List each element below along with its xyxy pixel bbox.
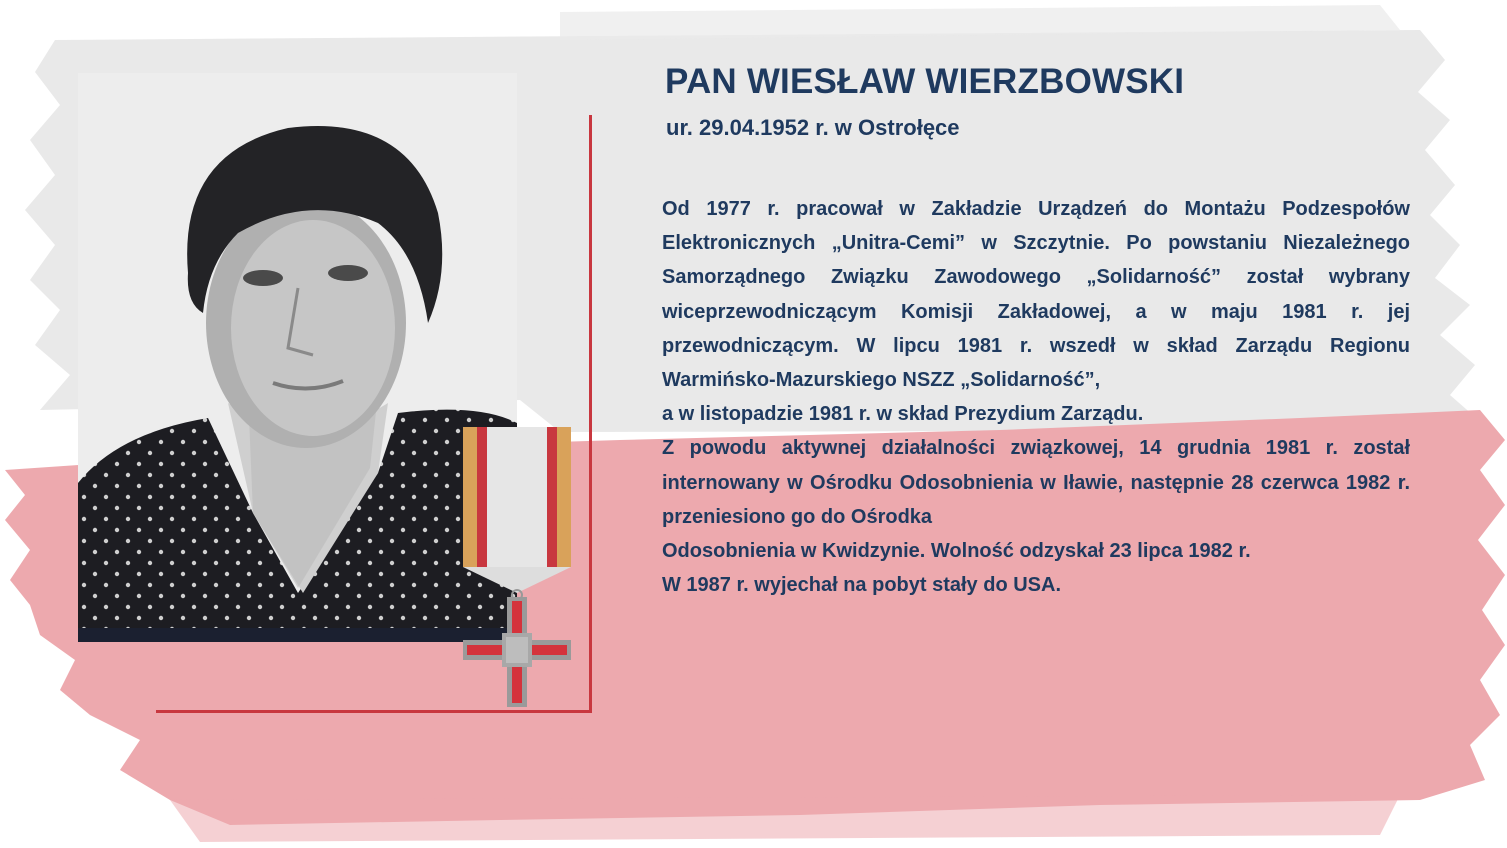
medal-cross (463, 590, 571, 707)
bio-paragraph-1: Od 1977 r. pracował w Zakładzie Urządzeń do Montażu Podzespołów Elektronicznych „Unitra-Cemi” w Szczytnie. Po powstaniu Niezależnego Samorządnego Związku Zawodowego „Solidarność” został wybrany wiceprzewodniczącym Komisji Zakładowej, a w maju 1981 r. jej przewodniczącym. W lipcu 1981 r. wszedł w skład Zarządu Regionu Warmińsko-Mazurskiego NSZZ „Solidarność”, (662, 198, 1410, 392)
medal-image (458, 425, 576, 707)
frame-line-horizontal (156, 710, 592, 713)
portrait-photo (78, 73, 517, 642)
medal-ribbon (463, 427, 571, 593)
bio-paragraph-3: Z powodu aktywnej działalności związkowej, 14 grudnia 1981 r. został internowany w Ośrodku Odosobnienia w Iławie, następnie 28 czerwca 1982 r. przeniesiono go do Ośrodka (662, 437, 1410, 528)
person-name: PAN WIESŁAW WIERZBOWSKI (665, 62, 1185, 101)
frame-line-vertical (589, 115, 592, 713)
biography (662, 192, 1410, 602)
bio-paragraph-5: W 1987 r. wyjechał na pobyt stały do USA. (662, 574, 1062, 597)
bio-paragraph-2: a w listopadzie 1981 r. w skład Prezydium Zarządu. (662, 403, 1144, 426)
birth-info: ur. 29.04.1952 r. w Ostrołęce (666, 115, 960, 140)
bio-paragraph-4: Odosobnienia w Kwidzynie. Wolność odzyskał 23 lipca 1982 r. (662, 540, 1251, 563)
